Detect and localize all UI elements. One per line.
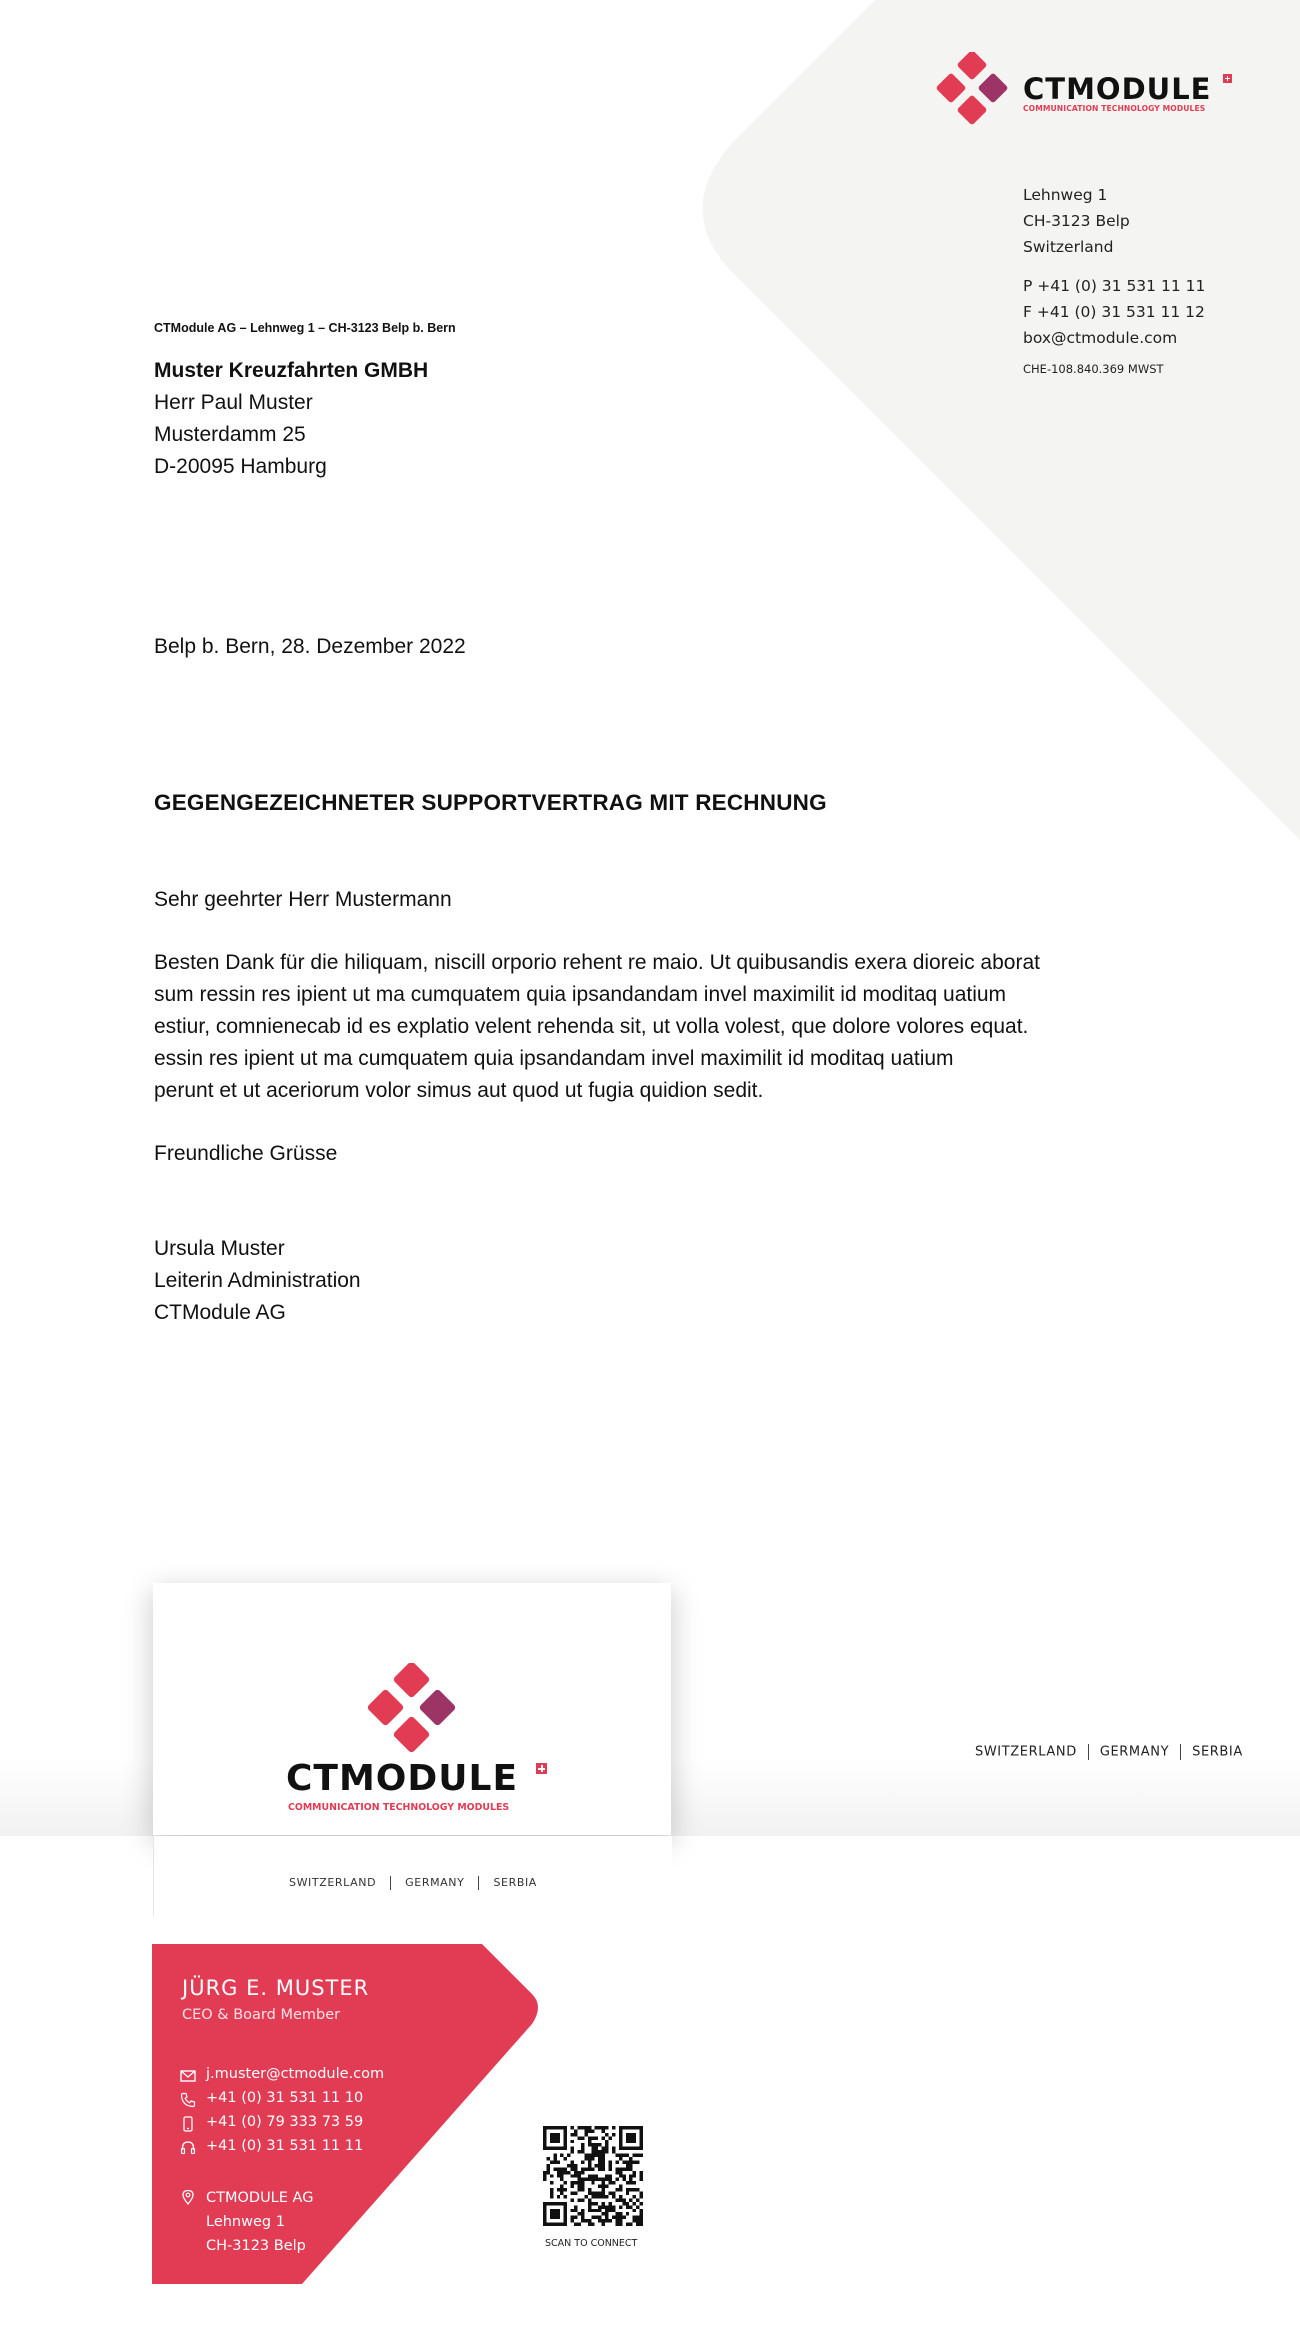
sender-line: CTModule AG – Lehnweg 1 – CH-3123 Belp b. Bern <box>154 321 456 335</box>
card-support-phone: +41 (0) 31 531 11 11 <box>206 2138 364 2154</box>
card-front-countries <box>289 1876 537 1890</box>
country-switzerland: SWITZERLAND <box>975 1744 1077 1760</box>
contact-street: Lehnweg 1 <box>1023 186 1108 204</box>
card-mobile: +41 (0) 79 333 73 59 <box>206 2114 364 2130</box>
mail-icon <box>180 2068 196 2084</box>
contact-email: box@ctmodule.com <box>1023 329 1178 347</box>
ctmodule-logo-mark-icon <box>934 52 1012 127</box>
signature-block <box>154 1233 361 1329</box>
card-address-street: Lehnweg 1 <box>206 2214 285 2230</box>
contact-fax: F +41 (0) 31 531 11 12 <box>1023 303 1205 321</box>
card-address-city: CH-3123 Belp <box>206 2238 306 2254</box>
contact-country: Switzerland <box>1023 238 1114 256</box>
signature-company: CTModule AG <box>154 1301 286 1324</box>
signature-name: Ursula Muster <box>154 1237 285 1260</box>
card-person-name: JÜRG E. MUSTER <box>182 1976 370 2000</box>
location-pin-icon <box>180 2189 196 2205</box>
recipient-company: Muster Kreuzfahrten GMBH <box>154 359 429 382</box>
date-line: Belp b. Bern, 28. Dezember 2022 <box>154 635 466 658</box>
phone-icon <box>180 2092 196 2108</box>
contact-city: CH-3123 Belp <box>1023 212 1130 230</box>
contact-phone: P +41 (0) 31 531 11 11 <box>1023 277 1206 295</box>
card-email: j.muster@ctmodule.com <box>206 2066 385 2082</box>
signature-role: Leiterin Administration <box>154 1269 361 1292</box>
qr-code <box>543 2126 643 2226</box>
country-switzerland: SWITZERLAND <box>289 1876 377 1889</box>
contact-vat: CHE-108.840.369 MWST <box>1023 362 1164 376</box>
country-separator <box>390 1876 391 1890</box>
body-line: perunt et ut aceriorum volor simus aut quod ut fugia quidion sedit. <box>154 1079 764 1102</box>
company-contact <box>1023 182 1205 378</box>
country-serbia: SERBIA <box>493 1876 537 1889</box>
country-separator <box>478 1876 479 1890</box>
country-separator <box>1088 1744 1089 1760</box>
country-germany: GERMANY <box>1099 1744 1170 1760</box>
closing: Freundliche Grüsse <box>154 1142 338 1165</box>
body-line: estiur, comnienecab id es explatio velent rehenda sit, ut volla volest, que dolore volores equat. <box>154 1015 1029 1038</box>
country-separator <box>1180 1744 1181 1760</box>
body-line: sum ressin res ipient ut ma cumquatem quia ipsandandam invel maximilit id moditaq uatium <box>154 983 1007 1006</box>
country-germany: GERMANY <box>405 1876 465 1889</box>
recipient-person: Herr Paul Muster <box>154 391 313 414</box>
qr-caption: SCAN TO CONNECT <box>545 2238 638 2249</box>
recipient-street: Musterdamm 25 <box>154 423 306 446</box>
country-serbia: SERBIA <box>1192 1744 1243 1760</box>
card-person-title: CEO & Board Member <box>182 2007 341 2023</box>
logo-tagline: COMMUNICATION TECHNOLOGY MODULES <box>1023 104 1206 113</box>
letter-body <box>154 947 1040 1107</box>
body-line: essin res ipient ut ma cumquatem quia ipsandandam invel maximilit id moditaq uatium <box>154 1047 954 1070</box>
swiss-flag-icon <box>536 1763 547 1774</box>
business-card-front <box>153 1583 671 1835</box>
card-phone: +41 (0) 31 531 11 10 <box>206 2090 364 2106</box>
card-address-company: CTMODULE AG <box>206 2190 314 2206</box>
logo-wordmark: CTMODULE <box>286 1758 519 1799</box>
headset-icon <box>180 2140 196 2156</box>
card-address <box>206 2186 313 2258</box>
ctmodule-logo-mark-icon <box>364 1663 460 1755</box>
salutation: Sehr geehrter Herr Mustermann <box>154 888 452 911</box>
logo-wordmark: CTMODULE <box>1023 72 1212 106</box>
recipient-address <box>154 355 428 483</box>
letter-subject: GEGENGEZEICHNETER SUPPORTVERTRAG MIT RECHNUNG <box>154 790 827 815</box>
recipient-city: D-20095 Hamburg <box>154 455 327 478</box>
mobile-icon <box>180 2116 196 2132</box>
swiss-flag-icon <box>1223 74 1232 83</box>
body-line: Besten Dank für die hiliquam, niscill orporio rehent re maio. Ut quibusandis exera dioreic aborat <box>154 951 1040 974</box>
header-logo <box>934 52 1234 127</box>
logo-tagline: COMMUNICATION TECHNOLOGY MODULES <box>288 1802 510 1813</box>
letter-footer-countries <box>975 1744 1243 1760</box>
